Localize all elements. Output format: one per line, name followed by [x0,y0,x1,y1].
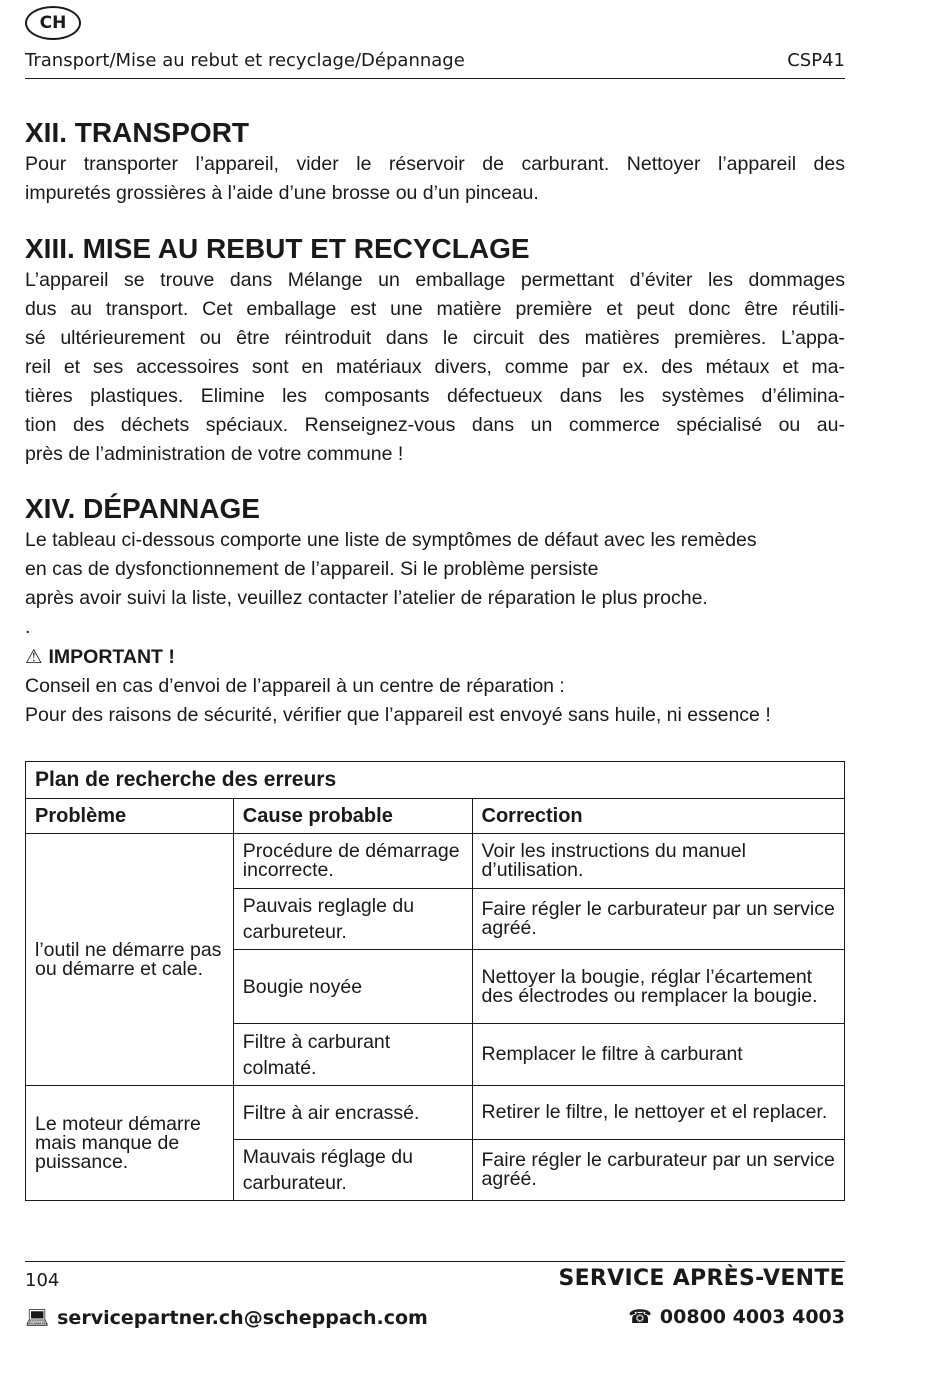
text-line: . [25,616,31,638]
important-notice-title [25,643,175,672]
text-line: après avoir suivi la liste, veuillez contacter l’atelier de réparation le plus proche. [25,587,708,609]
cause-cell: Procédure de démarrage incorrecte. [233,834,472,889]
page-number: 104 [25,1270,60,1291]
cause-cell: Mauvais réglage du carburateur. [233,1140,472,1201]
section-breadcrumb: Transport/Mise au rebut et recyclage/Dépannage [25,50,465,71]
text-line: tières plastiques. Elimine les composants défectueux dans les systèmes d’élimina- [25,385,845,407]
running-header [25,50,845,79]
text-line: reil et ses accessoires sont en matériaux divers, comme par ex. des métaux et ma- [25,356,845,378]
manual-page [25,0,845,1374]
text-line: L’appareil se trouve dans Mélange un emballage permettant d’éviter les dommages [25,269,845,291]
heading-transport: XII. TRANSPORT [25,117,250,148]
service-label: SERVICE APRÈS-VENTE [558,1266,845,1291]
text-line: Pour transporter l’appareil, vider le réservoir de carburant. Nettoyer l’appareil des [25,153,845,175]
laptop-icon: 💻︎ [25,1307,50,1329]
important-label: IMPORTANT ! [48,646,175,668]
telephone-icon: ☎ [628,1306,652,1328]
problem-cell: l’outil ne démarre pas ou démarre et cale. [26,834,234,1086]
cause-cell: Pauvais reglagle du carbureteur. [233,889,472,950]
table-header-row [26,799,845,834]
column-header-cause: Cause probable [233,799,472,834]
country-code: CH [39,13,67,33]
country-badge [25,6,81,40]
service-email [25,1306,428,1329]
correction-cell: Retirer le filtre, le nettoyer et el replacer. [472,1086,844,1140]
correction-cell: Nettoyer la bougie, réglar l’écartement des électrodes ou remplacer la bougie. [472,950,844,1024]
correction-cell: Remplacer le filtre à carburant [472,1024,844,1086]
table-row [26,1086,845,1140]
cause-cell: Bougie noyée [233,950,472,1024]
warning-triangle-icon: ⚠ [25,646,43,668]
correction-cell: Faire régler le carburateur par un service agréé. [472,889,844,950]
paragraph-troubleshooting [25,526,845,642]
text-line: Conseil en cas d’envoi de l’appareil à un centre de réparation : [25,675,565,697]
text-line: tion des déchets spéciaux. Renseignez-vous dans un commerce spécialisé ou au- [25,414,845,436]
text-line: en cas de dysfonctionnement de l’appareil. Si le problème persiste [25,558,599,580]
correction-cell: Voir les instructions du manuel d’utilisation. [472,834,844,889]
text-line: près de l’administration de votre commune ! [25,443,404,465]
correction-cell: Faire régler le carburateur par un service agréé. [472,1140,844,1201]
text-line: Pour des raisons de sécurité, vérifier que l’appareil est envoyé sans huile, ni essence ! [25,704,771,726]
troubleshooting-table [25,761,845,1201]
service-phone [628,1306,845,1328]
text-line: dus au transport. Cet emballage est une matière première et peut donc être réutili- [25,298,845,320]
paragraph-important [25,672,845,730]
heading-troubleshooting: XIV. DÉPANNAGE [25,493,260,524]
model-number: CSP41 [787,50,845,71]
email-address: servicepartner.ch@scheppach.com [57,1307,428,1329]
table-row [26,834,845,889]
column-header-correction: Correction [472,799,844,834]
paragraph-transport [25,150,845,208]
footer-divider [25,1261,845,1262]
column-header-problem: Problème [26,799,234,834]
cause-cell: Filtre à carburant colmaté. [233,1024,472,1086]
heading-recycling: XIII. MISE AU REBUT ET RECYCLAGE [25,233,530,264]
phone-number: 00800 4003 4003 [659,1306,845,1328]
problem-cell: Le moteur démarre mais manque de puissance. [26,1086,234,1201]
text-line: impuretés grossières à l’aide d’une brosse ou d’un pinceau. [25,182,539,204]
cause-cell: Filtre à air encrassé. [233,1086,472,1140]
text-line: sé ultérieurement ou être réintroduit dans le circuit des matières premières. L’appa- [25,327,845,349]
text-line: Le tableau ci-dessous comporte une liste de symptômes de défaut avec les remèdes [25,529,757,551]
table-title: Plan de recherche des erreurs [26,762,845,799]
paragraph-recycling [25,266,845,469]
